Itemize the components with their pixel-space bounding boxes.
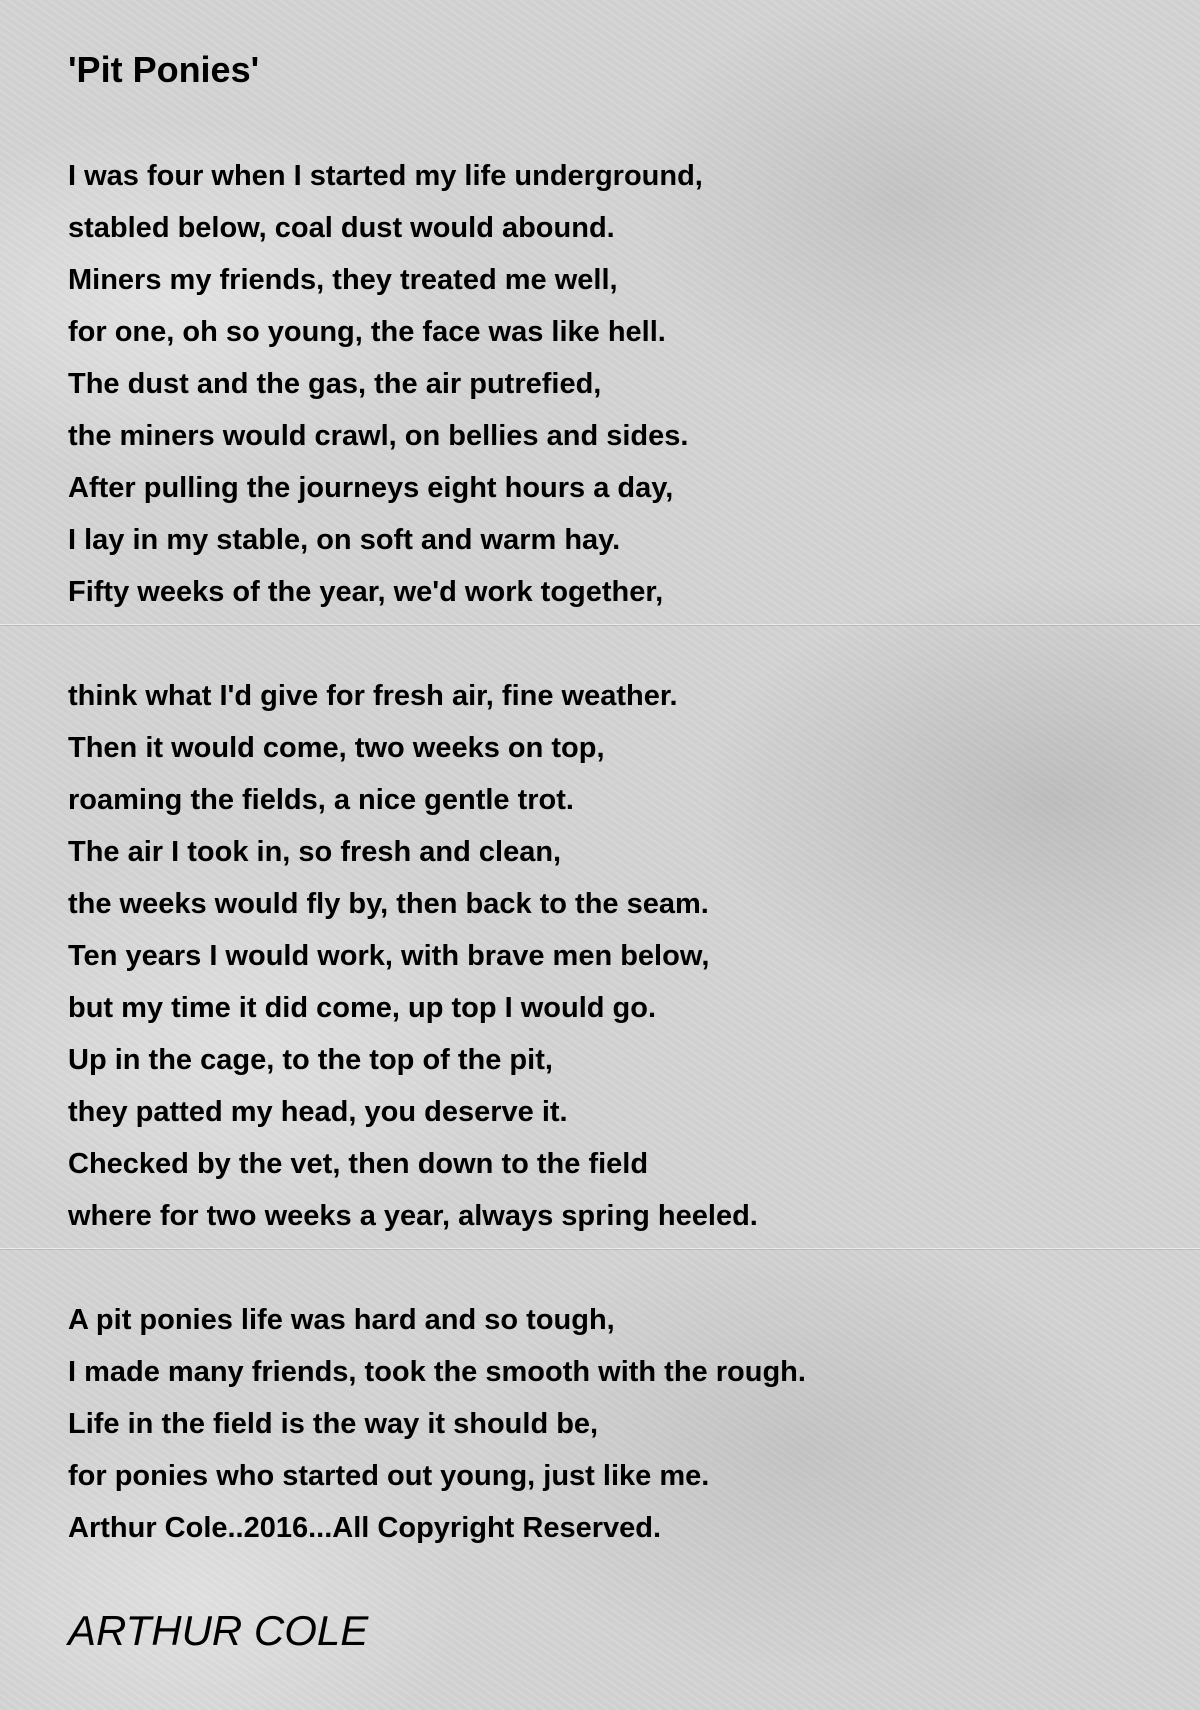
poem-line: think what I'd give for fresh air, fine weather. bbox=[68, 680, 678, 712]
stanza-2 bbox=[68, 670, 758, 1242]
poem-line: the miners would crawl, on bellies and sides. bbox=[68, 420, 689, 452]
poem-line: Arthur Cole..2016...All Copyright Reserved. bbox=[68, 1512, 662, 1544]
stanza-3 bbox=[68, 1294, 806, 1554]
poem-line: Up in the cage, to the top of the pit, bbox=[68, 1044, 553, 1076]
poem-line: A pit ponies life was hard and so tough, bbox=[68, 1304, 615, 1336]
poem-line: The air I took in, so fresh and clean, bbox=[68, 836, 562, 868]
poem-line: stabled below, coal dust would abound. bbox=[68, 212, 615, 244]
poem-author: ARTHUR COLE bbox=[68, 1607, 369, 1654]
stanza-1 bbox=[68, 150, 703, 618]
poem-line: Fifty weeks of the year, we'd work together, bbox=[68, 576, 664, 608]
poem-line: Miners my friends, they treated me well, bbox=[68, 264, 618, 296]
poem-line: but my time it did come, up top I would go. bbox=[68, 992, 657, 1024]
poem-line: Ten years I would work, with brave men below, bbox=[68, 940, 710, 972]
poem-title: 'Pit Ponies' bbox=[68, 49, 260, 90]
poem-line: I made many friends, took the smooth with the rough. bbox=[68, 1356, 806, 1388]
poem-line: After pulling the journeys eight hours a day, bbox=[68, 472, 674, 504]
poem-line: I lay in my stable, on soft and warm hay. bbox=[68, 524, 621, 556]
poem-line: for ponies who started out young, just like me. bbox=[68, 1460, 710, 1492]
poem-line: where for two weeks a year, always spring heeled. bbox=[68, 1200, 758, 1232]
poem-line: Life in the field is the way it should be, bbox=[68, 1408, 599, 1440]
poem-line: I was four when I started my life underground, bbox=[68, 160, 703, 192]
poem-line: the weeks would fly by, then back to the seam. bbox=[68, 888, 709, 920]
poem-line: they patted my head, you deserve it. bbox=[68, 1096, 568, 1128]
poem-line: Then it would come, two weeks on top, bbox=[68, 732, 605, 764]
poem-line: roaming the fields, a nice gentle trot. bbox=[68, 784, 574, 816]
poem-line: for one, oh so young, the face was like hell. bbox=[68, 316, 666, 348]
poem-line: Checked by the vet, then down to the field bbox=[68, 1148, 649, 1180]
poem-line: The dust and the gas, the air putrefied, bbox=[68, 368, 602, 400]
